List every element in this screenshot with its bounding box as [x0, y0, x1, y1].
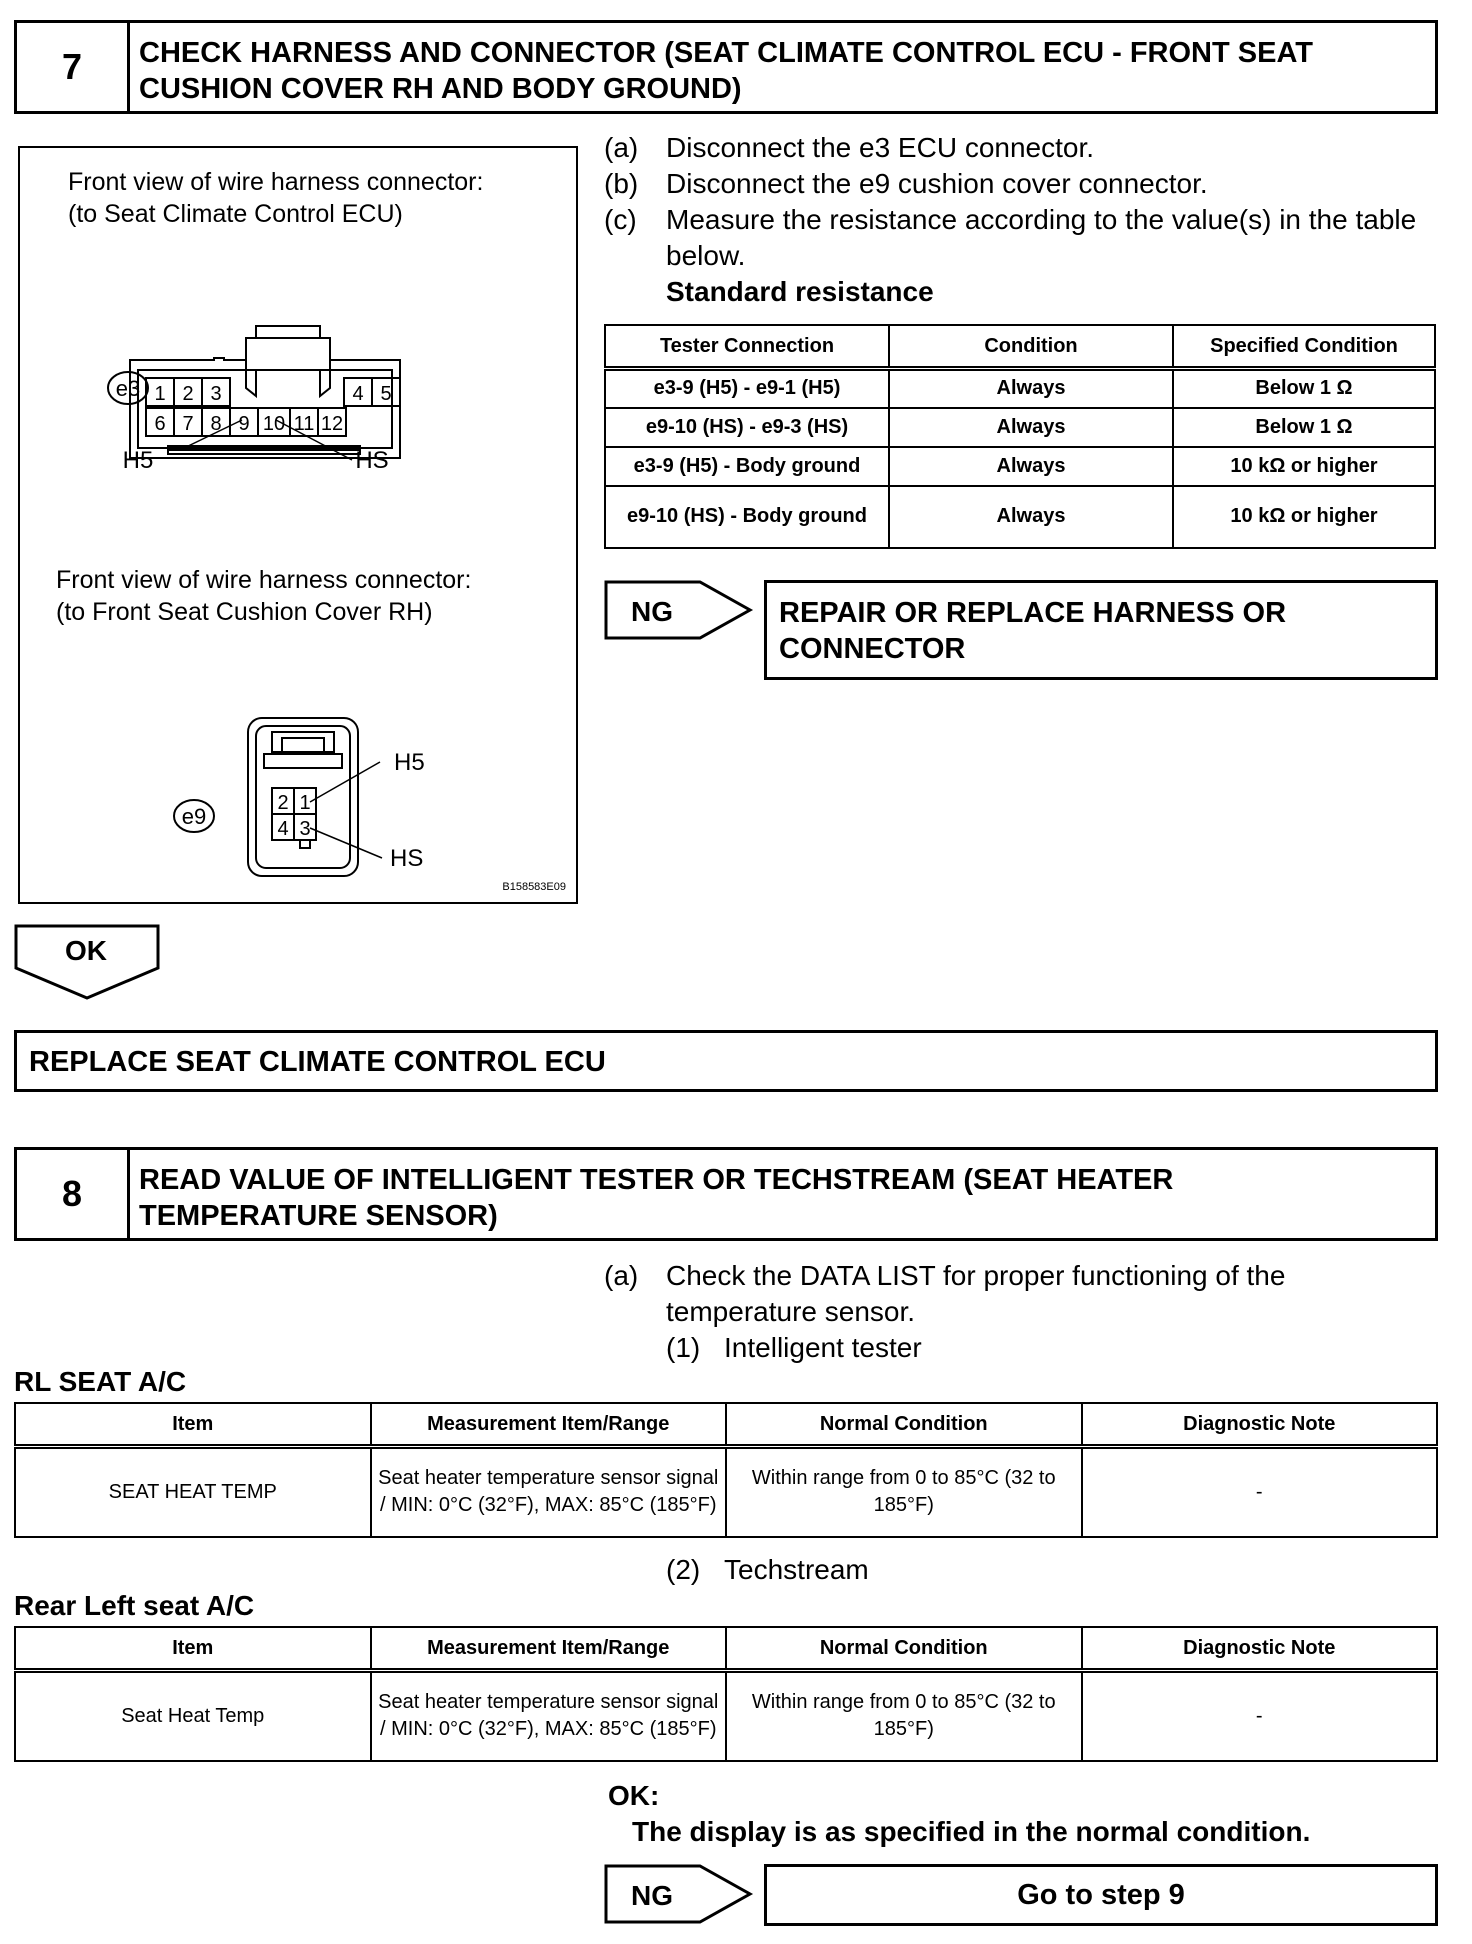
table-cell: 10 kΩ or higher — [1173, 486, 1435, 548]
step7-instruction-b-text: Disconnect the e9 cushion cover connector. — [666, 168, 1208, 199]
step8-header — [14, 1147, 1438, 1241]
step8-sub1 — [666, 1330, 922, 1366]
step8-title-line1: READ VALUE OF INTELLIGENT TESTER OR TECHSTREAM (SEAT HEATER — [139, 1164, 1174, 1196]
figure-caption-e9-line1: Front view of wire harness connector: — [56, 566, 472, 594]
table-cell: Seat Heat Temp — [15, 1671, 371, 1761]
e9-id: e9 — [181, 804, 207, 829]
e9-pin-2: 2 — [277, 792, 289, 814]
table-cell: Within range from 0 to 85°C (32 to 185°F) — [726, 1671, 1082, 1761]
step8-number: 8 — [17, 1150, 130, 1238]
table-cell: Always — [889, 369, 1173, 408]
step8-sub2-label: (2) — [666, 1554, 701, 1585]
step7-ok-result: REPLACE SEAT CLIMATE CONTROL ECU — [14, 1030, 1438, 1092]
table-row — [605, 408, 1435, 447]
step8-title — [139, 1162, 1415, 1234]
table-cell: 10 kΩ or higher — [1173, 447, 1435, 486]
step8-ng-arrow — [604, 1864, 754, 1924]
e3-pin-4: 4 — [352, 383, 364, 405]
table-cell: e9-10 (HS) - e9-3 (HS) — [605, 408, 889, 447]
e3-pin-12: 12 — [320, 413, 344, 435]
figure-caption-e3-line2: (to Seat Climate Control ECU) — [68, 200, 403, 228]
connector-diagram — [20, 148, 576, 902]
table-cell: Below 1 Ω — [1173, 408, 1435, 447]
step8-ok-heading: OK: — [608, 1780, 660, 1811]
e3-pin-11: 11 — [293, 413, 315, 435]
table-cell: Always — [889, 486, 1173, 548]
e9-pin-1: 1 — [299, 792, 311, 814]
step8-sub2 — [666, 1552, 1066, 1588]
header-item: Item — [15, 1627, 371, 1671]
table-row — [15, 1671, 1437, 1761]
e9-label-hs: HS — [390, 845, 424, 872]
e9-leader-lines — [310, 762, 382, 858]
step7-instruction-a-text: Disconnect the e3 ECU connector. — [666, 132, 1095, 163]
header-tester-connection: Tester Connection — [605, 325, 889, 369]
header-measurement: Measurement Item/Range — [371, 1403, 727, 1447]
step7-title-line2: CUSHION COVER RH AND BODY GROUND) — [139, 73, 742, 105]
header-measurement: Measurement Item/Range — [371, 1627, 727, 1671]
table-cell: SEAT HEAT TEMP — [15, 1447, 371, 1537]
e3-pin-9: 9 — [238, 413, 250, 435]
figure-caption-e3-line1: Front view of wire harness connector: — [68, 168, 484, 196]
step7-ng-label: NG — [631, 596, 673, 627]
data-list-table-techstream — [14, 1626, 1438, 1762]
step7-instruction-a — [604, 130, 1434, 166]
step7-instruction-c — [604, 202, 1434, 274]
figure-caption-e9-line2: (to Front Seat Cushion Cover RH) — [56, 598, 433, 626]
table-cell: Below 1 Ω — [1173, 369, 1435, 408]
step8-instruction-a — [604, 1258, 1434, 1368]
table-row — [15, 1447, 1437, 1537]
e3-pin-8: 8 — [210, 413, 222, 435]
data-list-table-intelligent-tester — [14, 1402, 1438, 1538]
table-row — [605, 369, 1435, 408]
connector-figure — [18, 146, 578, 904]
step8-instruction-a-text: Check the DATA LIST for proper functioning of the temperature sensor. — [666, 1260, 1286, 1327]
e3-label-h5: H5 — [122, 447, 154, 474]
standard-resistance-heading: Standard resistance — [666, 276, 934, 307]
table-row — [605, 447, 1435, 486]
step7-instruction-a-label: (a) — [604, 132, 639, 163]
step8-instruction-a-label: (a) — [604, 1260, 639, 1291]
step7-ng-arrow — [604, 580, 754, 640]
header-item: Item — [15, 1403, 371, 1447]
resistance-table-header — [605, 325, 1435, 369]
step7-title — [139, 35, 1415, 107]
header-specified-condition: Specified Condition — [1173, 325, 1435, 369]
step7-instruction-b-label: (b) — [604, 168, 639, 199]
table-cell: Within range from 0 to 85°C (32 to 185°F) — [726, 1447, 1082, 1537]
header-diagnostic-note: Diagnostic Note — [1082, 1627, 1438, 1671]
step7-ng-result: REPAIR OR REPLACE HARNESS OR CONNECTOR — [764, 580, 1438, 680]
table-cell: Always — [889, 447, 1173, 486]
e9-pin-4: 4 — [277, 818, 289, 840]
e3-pin-7: 7 — [182, 413, 194, 435]
resistance-table — [604, 324, 1436, 549]
table-cell: - — [1082, 1447, 1438, 1537]
step7-instruction-c-text: Measure the resistance according to the value(s) in the table below. — [666, 204, 1417, 271]
table-cell: - — [1082, 1671, 1438, 1761]
table1-title: RL SEAT A/C — [14, 1366, 187, 1397]
step7-instructions — [604, 130, 1434, 310]
header-diagnostic-note: Diagnostic Note — [1082, 1403, 1438, 1447]
step7-instruction-b — [604, 166, 1434, 202]
step7-instruction-c-label: (c) — [604, 204, 637, 235]
e9-label-h5: H5 — [394, 749, 425, 776]
table2-title: Rear Left seat A/C — [14, 1590, 255, 1621]
step8-ng-label: NG — [631, 1880, 673, 1911]
e3-pin-3: 3 — [210, 383, 222, 405]
step7-ok-arrow — [14, 924, 160, 1000]
data-list-table-header — [15, 1627, 1437, 1671]
table-cell: Seat heater temperature sensor signal / MIN: 0°C (32°F), MAX: 85°C (185°F) — [371, 1671, 727, 1761]
table-row — [605, 486, 1435, 548]
step8-sub2-text: Techstream — [724, 1554, 869, 1585]
e3-id: e3 — [115, 376, 141, 401]
step8-title-line2: TEMPERATURE SENSOR) — [139, 1200, 498, 1232]
e3-pin-1: 1 — [154, 383, 166, 405]
data-list-table-header — [15, 1403, 1437, 1447]
e3-pin-10: 10 — [262, 413, 286, 435]
step7-number: 7 — [17, 23, 130, 111]
e3-pin-2: 2 — [182, 383, 194, 405]
header-normal-condition: Normal Condition — [726, 1403, 1082, 1447]
step7-ok-label: OK — [65, 935, 107, 966]
step7-header — [14, 20, 1438, 114]
e3-pin-5: 5 — [380, 383, 392, 405]
e3-label-hs: HS — [355, 447, 389, 474]
table-cell: e3-9 (H5) - Body ground — [605, 447, 889, 486]
table-cell: e9-10 (HS) - Body ground — [605, 486, 889, 548]
step8-sub1-label: (1) — [666, 1332, 701, 1363]
figure-code: B158583E09 — [502, 881, 566, 893]
step8-sub1-text: Intelligent tester — [724, 1332, 922, 1363]
table-cell: Always — [889, 408, 1173, 447]
header-condition: Condition — [889, 325, 1173, 369]
table-cell: e3-9 (H5) - e9-1 (H5) — [605, 369, 889, 408]
step7-title-line1: CHECK HARNESS AND CONNECTOR (SEAT CLIMATE CONTROL ECU - FRONT SEAT — [139, 37, 1313, 69]
step8-ok-text: The display is as specified in the normal condition. — [632, 1816, 1311, 1847]
header-normal-condition: Normal Condition — [726, 1627, 1082, 1671]
e9-pin-3: 3 — [299, 818, 311, 840]
step8-ng-result[interactable]: Go to step 9 — [764, 1864, 1438, 1926]
table-cell: Seat heater temperature sensor signal / MIN: 0°C (32°F), MAX: 85°C (185°F) — [371, 1447, 727, 1537]
e3-pin-6: 6 — [154, 413, 166, 435]
